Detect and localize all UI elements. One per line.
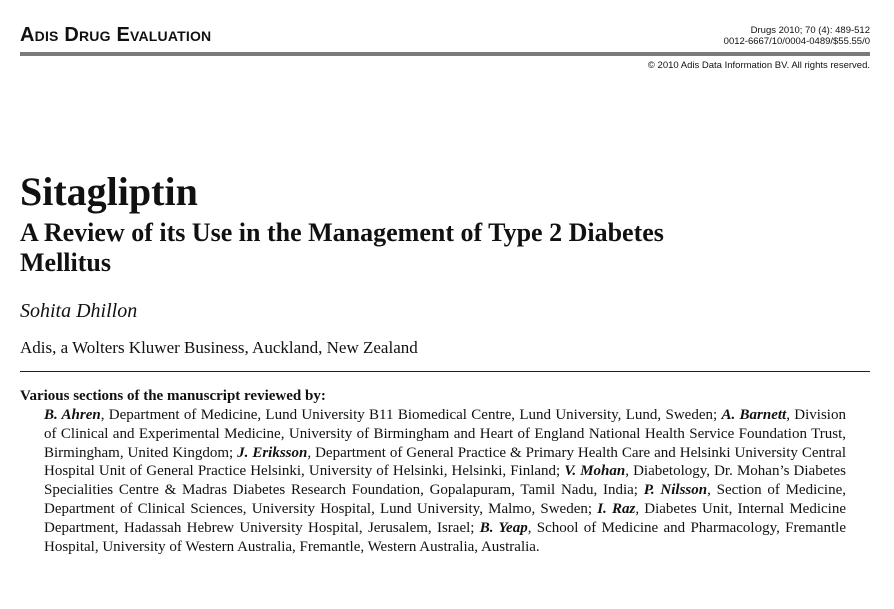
reviewer-name: P. Nilsson [643, 482, 708, 499]
section-divider [20, 371, 870, 372]
reviewer-affiliation: , Division of Clinical and Experimental Medicine, University of Birmingham and Heart of England National Health Service Foundation Trust, Birmingham, United Kingdom; [44, 407, 846, 461]
reviewer-name: I. Raz [597, 500, 636, 517]
reviewer-name: B. Ahren [44, 407, 101, 423]
reviewers-list [44, 406, 846, 556]
reviewer-affiliation: , Section of Medicine, Department of Clinical Sciences, University Hospital, Lund University, Malmo, Sweden; [44, 482, 846, 517]
reviewer-affiliation: , Diabetes Unit, Internal Medicine Department, Hadassah Hebrew University Hospital, Jerusalem, Israel; [44, 500, 846, 536]
reviewer-affiliation: , Department of General Practice & Primary Health Care and Helsinki University Central Hospital Unit of General Practice Helsinki, University of Helsinki, Helsinki, Finland; [44, 444, 846, 480]
reviewers-heading: Various sections of the manuscript reviewed by: [20, 388, 326, 404]
reviewer-name: B. Yeap [479, 519, 528, 536]
reviewer-name: A. Barnett [721, 407, 787, 423]
article-title: Sitagliptin [20, 169, 198, 214]
reviewer-name: J. Eriksson [237, 444, 308, 461]
citation-line: Drugs 2010; 70 (4): 489-512 [750, 25, 870, 36]
series-title: Adis Drug Evaluation [20, 24, 212, 46]
copyright-notice: © 2010 Adis Data Information BV. All rights reserved. [647, 60, 870, 71]
reviewer-affiliation: , School of Medicine and Pharmacology, Fremantle Hospital, University of Western Australia, Fremantle, Western Australia, Australia. [44, 519, 846, 555]
reviewer-name: V. Mohan [564, 463, 626, 480]
reviewer-entry [44, 407, 721, 423]
issn-line: 0012-6667/10/0004-0489/$55.55/0 [723, 36, 870, 47]
header-divider [20, 52, 870, 56]
author-name: Sohita Dhillon [20, 300, 138, 322]
reviewer-affiliation: , Department of Medicine, Lund University B11 Biomedical Centre, Lund University, Lund, Sweden; [100, 407, 722, 423]
author-affiliation: Adis, a Wolters Kluwer Business, Auckland, New Zealand [20, 338, 418, 357]
reviewer-affiliation: , Diabetology, Dr. Mohan’s Diabetes Specialities Centre & Madras Diabetes Research Foundation, Gopalapuram, Tamil Nadu, India; [44, 463, 847, 499]
article-subtitle: A Review of its Use in the Management of Type 2 Diabetes Mellitus [20, 218, 664, 277]
journal-citation [724, 25, 870, 47]
